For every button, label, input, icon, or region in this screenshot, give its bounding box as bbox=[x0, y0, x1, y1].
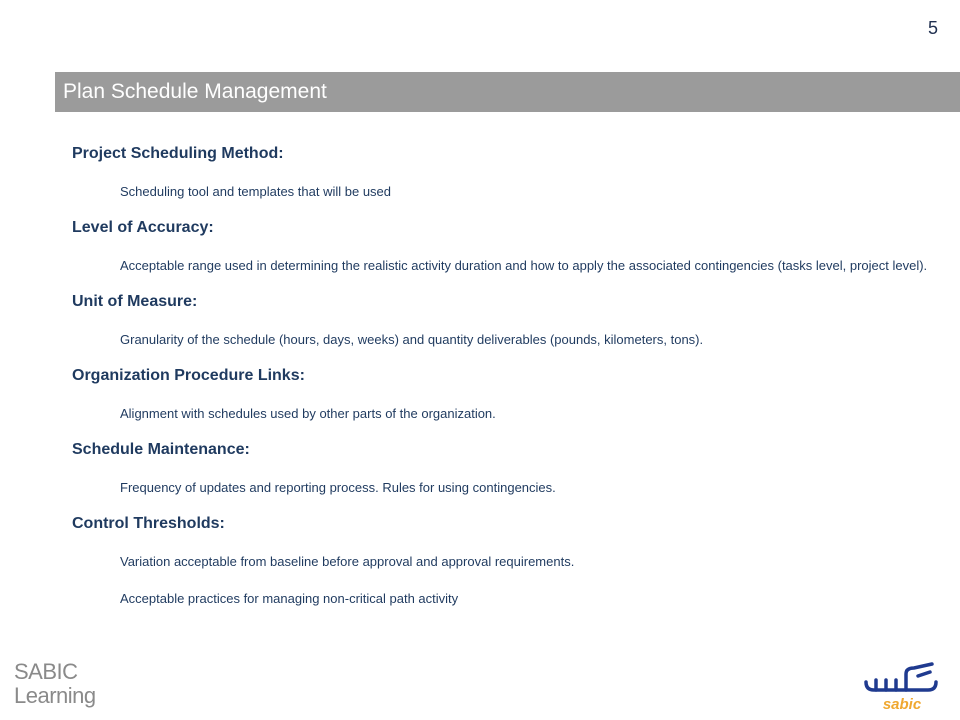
sabic-logo-icon bbox=[862, 660, 942, 712]
page-title: Plan Schedule Management bbox=[63, 80, 327, 103]
sabic-logo bbox=[862, 660, 942, 712]
section-description: Scheduling tool and templates that will be used bbox=[120, 184, 392, 199]
section-description: Acceptable range used in determining the realistic activity duration and how to apply the associated contingencies (tasks level, project level). bbox=[120, 258, 928, 273]
page-number: 5 bbox=[927, 18, 938, 38]
logo-text-line2: Learning bbox=[14, 683, 96, 708]
content-body bbox=[72, 144, 932, 625]
section-description: Granularity of the schedule (hours, days, weeks) and quantity deliverables (pounds, kilometers, tons). bbox=[120, 332, 704, 347]
title-bar bbox=[55, 72, 960, 112]
section-organization-procedure-links bbox=[72, 366, 932, 423]
sabic-wordmark: sabic bbox=[882, 696, 922, 712]
section-project-scheduling-method bbox=[72, 144, 932, 201]
section-heading: Organization Procedure Links: bbox=[72, 367, 305, 384]
section-description: Frequency of updates and reporting process. Rules for using contingencies. bbox=[120, 480, 556, 495]
section-heading: Unit of Measure: bbox=[72, 293, 198, 310]
section-description: Acceptable practices for managing non-critical path activity bbox=[120, 591, 459, 606]
section-heading: Level of Accuracy: bbox=[72, 219, 214, 236]
section-level-of-accuracy bbox=[72, 218, 932, 275]
section-heading: Schedule Maintenance: bbox=[72, 441, 250, 458]
section-schedule-maintenance bbox=[72, 440, 932, 497]
section-description: Alignment with schedules used by other parts of the organization. bbox=[120, 406, 496, 421]
section-control-thresholds bbox=[72, 514, 932, 608]
section-heading: Control Thresholds: bbox=[72, 515, 225, 532]
section-description: Variation acceptable from baseline before approval and approval requirements. bbox=[120, 554, 575, 569]
sabic-learning-logo bbox=[14, 660, 96, 708]
logo-text-line1: SABIC bbox=[14, 659, 78, 684]
section-heading: Project Scheduling Method: bbox=[72, 145, 284, 162]
section-unit-of-measure bbox=[72, 292, 932, 349]
